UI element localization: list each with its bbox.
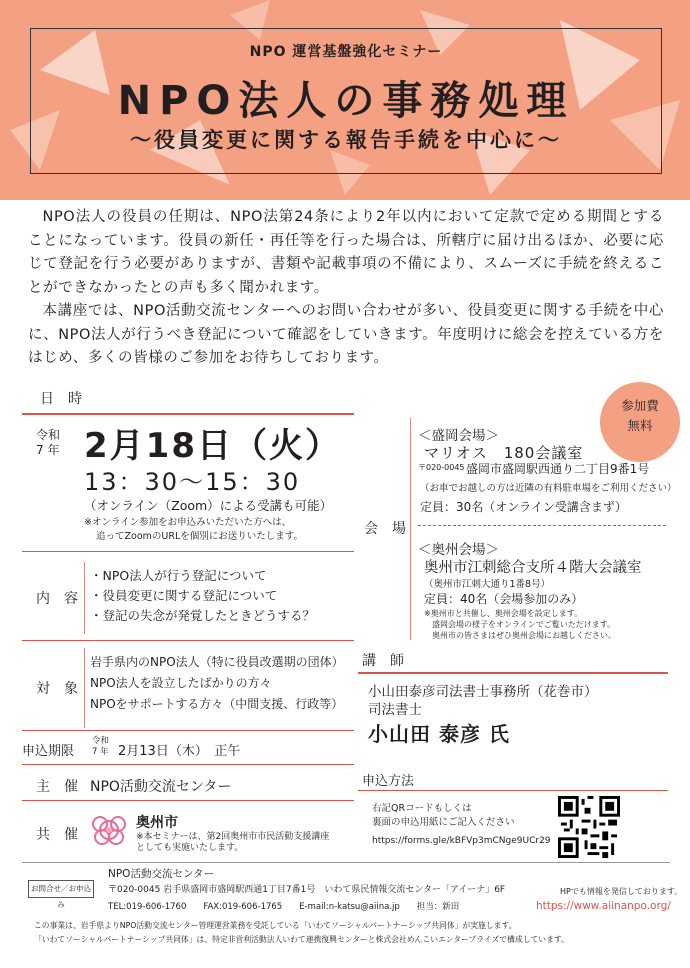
deadline-era-label: 令和 (92, 736, 110, 746)
content-label: 内 容 (36, 591, 78, 607)
hp-note: HPでも情報を発信しております。 (560, 887, 683, 896)
cosponsor-value: 奥州市 (136, 815, 178, 831)
content-divider (84, 562, 85, 634)
lecturer-name: 小山田 泰彦 氏 (368, 722, 510, 746)
datetime-rule (22, 413, 354, 415)
organizer-label: 主 催 (36, 779, 78, 795)
oshu-note-3: 奥州市の皆さまはぜひ奥州会場にお越しください。 (432, 631, 616, 640)
datetime-bottom-rule (22, 551, 354, 552)
online-detail-1: ※オンライン参加をお申込みいただいた方へは、 (84, 517, 292, 528)
event-date: 2月18日（火） (84, 426, 341, 466)
contact-label: お問合せ／お申込み (28, 880, 94, 898)
footer-address: 〒020-0045 岩手県盛岡市盛岡駅西通1丁目7番1号 いわて県民情報交流センター「アイーナ」6F (108, 885, 506, 895)
fee-badge (600, 382, 680, 462)
target-divider (84, 648, 85, 728)
page-title: NPO法人の事務処理 (117, 78, 575, 124)
deadline-rule (22, 764, 354, 765)
target-list (90, 652, 344, 715)
oshu-city-logo (84, 808, 134, 858)
morioka-header: ＜盛岡会場＞ (418, 428, 499, 444)
content-list (90, 566, 315, 626)
page-subtitle: 〜役員変更に関する報告手続を中心に〜 (130, 128, 562, 152)
target-label: 対 象 (36, 681, 78, 697)
lecturer-label: 講 師 (362, 653, 404, 669)
lecturer-office: 小山田泰彦司法書士事務所（花巻市） (368, 684, 598, 700)
lecturer-title: 司法書士 (368, 702, 422, 718)
title-box (30, 28, 662, 174)
oshu-header: ＜奥州会場＞ (418, 542, 499, 558)
apply-instructions (372, 802, 515, 830)
deadline-era-year: 7 年 (92, 747, 109, 757)
datetime-label: 日 時 (40, 391, 82, 407)
oshu-note-2: 盛岡会場の様子をオンラインでご覧いただけます。 (432, 620, 616, 629)
qr-code[interactable] (558, 796, 620, 858)
cosponsor-label: 共 催 (36, 827, 78, 843)
target-item: 岩手県内のNPO法人（特に役員改選期の団体） (90, 655, 344, 669)
morioka-postal: 〒020-0045 (418, 463, 465, 472)
target-item: NPO法人を設立したばかりの方々 (90, 676, 272, 690)
content-rule (22, 640, 354, 641)
datetime-era (36, 428, 60, 458)
oshu-address: （奥州市江刺大通り1番8号） (424, 579, 551, 590)
target-rule (22, 730, 354, 731)
venue-separator (418, 525, 666, 526)
apply-line-2: 裏面の申込用紙にご記入ください (372, 817, 515, 828)
morioka-address: 盛岡市盛岡駅西通り二丁目9番1号 (466, 462, 650, 476)
intro-text (28, 206, 664, 371)
oshu-capacity: 定員：40名（会場参加のみ） (424, 592, 584, 606)
content-item: ・役員変更に関する登記について (90, 588, 278, 603)
apply-label: 申込方法 (362, 774, 415, 789)
organizer-value: NPO活動交流センター (90, 779, 232, 795)
cosponsor-note (136, 832, 329, 854)
morioka-capacity: 定員：30名（オンライン受講含まず） (420, 500, 627, 514)
apply-line-1: 右記QRコードもしくは (372, 803, 472, 814)
hp-url-link[interactable]: https://www.aiinanpo.org/ (536, 900, 671, 912)
deadline-value: 2月13日（木） 正午 (118, 744, 241, 759)
oshu-notes (424, 608, 616, 641)
lecturer-rule (358, 672, 668, 674)
morioka-parking: （お車でお越しの方は近隣の有料駐車場をご利用ください） (420, 483, 677, 494)
seminar-series: NPO 運営基盤強化セミナー (249, 44, 443, 60)
footer-org: NPO活動交流センター (108, 868, 215, 880)
intro-paragraph-2: 本講座では、NPO活動交流センターへのお問い合わせが多い、役員変更に関する手続を中心に、NPO法人が行うべき登記について確認をしていきます。年度明けに総会を控えている方をはじめ、多くの皆様のご参加をお待ちしております。 (28, 303, 664, 366)
content-item: ・登記の失念が発覚したときどうする？ (90, 608, 316, 623)
target-item: NPOをサポートする方々（中間支援、行政等） (90, 697, 344, 711)
footer-contact: TEL:019-606-1760 FAX:019-606-1765 E-mail:n-katsu@aiina.jp 担当：新田 (108, 902, 460, 912)
venue-label: 会 場 (364, 521, 406, 537)
intro-paragraph-1: NPO法人の役員の任期は、NPO法第24条により2年以内において定款で定める期間とすることになっています。役員の新任・再任等を行った場合は、所轄庁に届け出るほか、必要に応じて登記を行う必要がありますが、書類や記載事項の不備により、スムーズに手続を終えることができなかったとの声も多く聞かれます。 (28, 209, 664, 296)
fee-label: 参加費 (621, 398, 659, 413)
cosponsor-note-1: ※本セミナーは、第2回奥州市市民活動支援講座 (136, 832, 330, 842)
apply-url[interactable]: https://forms.gle/kBFVp3mCNge9UCr29 (372, 836, 551, 846)
event-time: 13：30〜15：30 (84, 468, 301, 496)
footer-credit-1: この事業は、岩手県よりNPO活動交流センター管理運営業務を受託している「いわてソーシャルパートナーシップ共同体」が実施します。 (34, 921, 517, 930)
cosponsor-note-2: としても実施いたします。 (136, 843, 244, 853)
oshu-venue: 奥州市江刺総合支所４階大会議室 (424, 560, 642, 576)
online-note: （オンライン（Zoom）による受講も可能） (84, 498, 333, 513)
apply-rule (358, 790, 668, 791)
era-label: 令和 (36, 428, 61, 442)
era-year: 7 年 (36, 443, 60, 457)
content-item: ・NPO法人が行う登記について (90, 568, 267, 583)
footer-credit-2: 「いわてソーシャルパートナーシップ共同体」は、特定非営利活動法人いわて連携復興センターと株式会社めんこいエンタープライズで構成しています。 (34, 935, 569, 944)
online-detail-2: 追ってZoomのURLを個別にお送りいたします。 (96, 531, 303, 542)
deadline-era (92, 736, 109, 758)
fee-value: 無料 (627, 418, 653, 433)
oshu-note-1: ※奥州市と共催し、奥州会場を設定します。 (424, 609, 583, 618)
footer-rule (22, 862, 670, 863)
header-banner (0, 0, 690, 200)
deadline-label: 申込期限 (22, 744, 75, 759)
organizer-rule (22, 800, 354, 801)
venue-divider (410, 418, 411, 640)
morioka-venue: マリオス 180会議室 (424, 444, 584, 462)
